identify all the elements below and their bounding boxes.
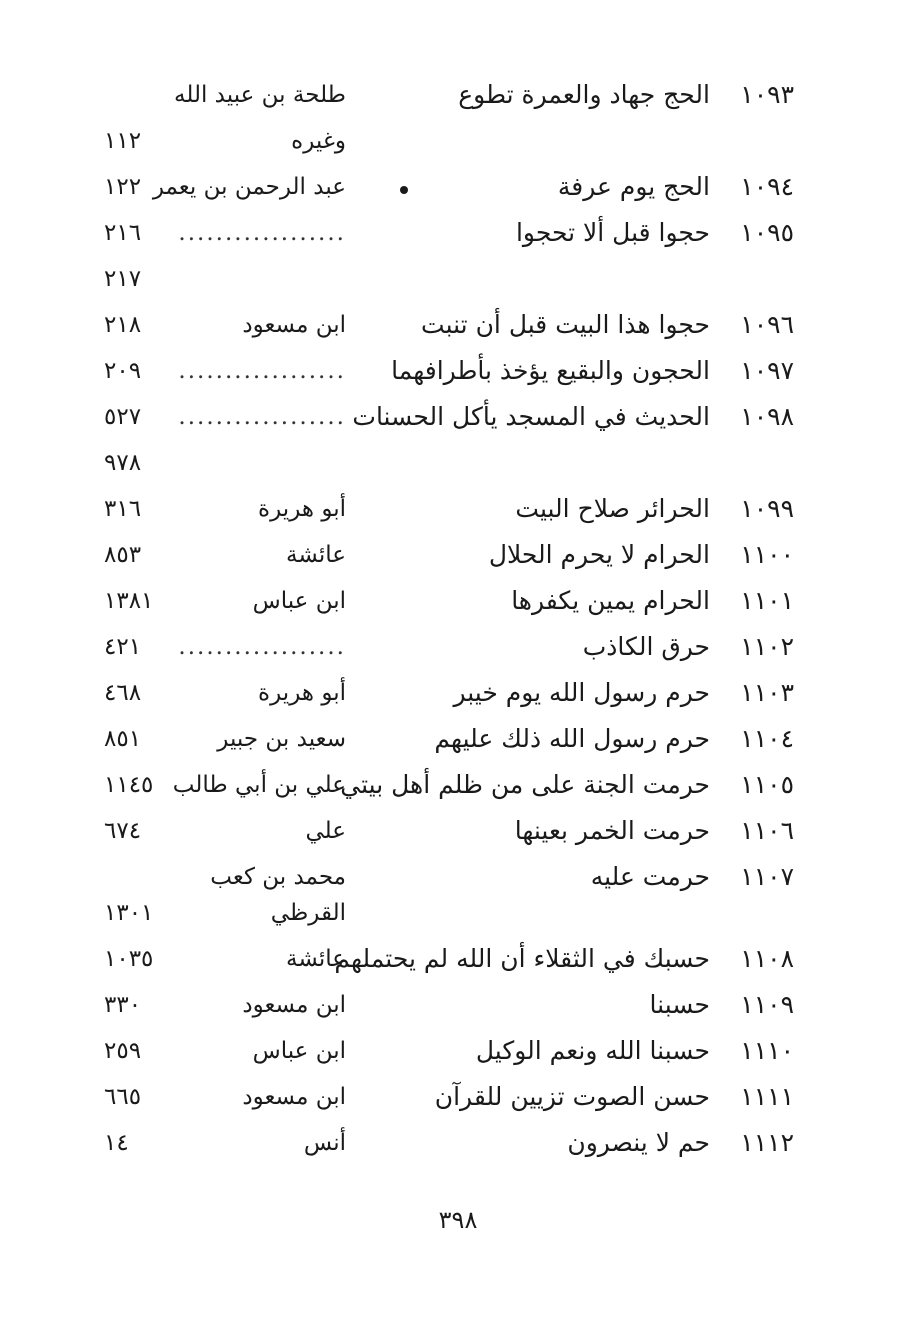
bullet-mark — [400, 186, 408, 194]
entry-number: ١١٠٤ — [740, 724, 794, 753]
entry-number: ١١١١ — [740, 1082, 794, 1111]
entry-narrator-dots: .................. — [178, 358, 346, 384]
entry-narrator: ابن مسعود — [242, 312, 346, 338]
entry-page: ٢١٧ — [104, 266, 142, 292]
entry-row — [0, 394, 916, 440]
entry-number: ١٠٩٦ — [740, 310, 794, 339]
entry-row — [0, 72, 916, 118]
entry-page: ٨٥٣ — [104, 542, 142, 568]
entry-narrator: أبو هريرة — [258, 680, 346, 706]
entry-title: حرم رسول الله يوم خيبر — [453, 678, 710, 707]
entry-title: حرم رسول الله ذلك عليهم — [434, 724, 710, 753]
entry-number: ١٠٩٣ — [740, 80, 794, 109]
entry-narrator: القرظي — [270, 900, 346, 926]
entry-number: ١١٠٢ — [740, 632, 794, 661]
entry-row — [0, 302, 916, 348]
entry-row — [0, 890, 916, 936]
entry-row — [0, 624, 916, 670]
entry-number: ١٠٩٧ — [740, 356, 794, 385]
entry-row — [0, 348, 916, 394]
entry-number: ١١٠٧ — [740, 862, 794, 891]
entry-row — [0, 164, 916, 210]
entry-page: ١٣٨١ — [104, 588, 154, 614]
entry-narrator-dots: .................. — [178, 220, 346, 246]
entry-page: ٨٥١ — [104, 726, 142, 752]
entry-page: ٢٠٩ — [104, 358, 142, 384]
entry-narrator: ابن عباس — [252, 588, 346, 614]
entry-narrator: ابن مسعود — [242, 992, 346, 1018]
entry-page: ١٤ — [104, 1130, 129, 1156]
entry-narrator: أبو هريرة — [258, 496, 346, 522]
entry-title: الحديث في المسجد يأكل الحسنات — [352, 402, 710, 431]
entry-number: ١١٠٣ — [740, 678, 794, 707]
entry-number: ١١١٠ — [740, 1036, 794, 1065]
entry-row — [0, 486, 916, 532]
entry-title: الحجون والبقيع يؤخذ بأطرافهما — [391, 356, 710, 385]
entry-page: ١١٤٥ — [104, 772, 154, 798]
entry-title: حرمت عليه — [590, 862, 710, 891]
entry-number: ١١٠١ — [740, 586, 794, 615]
entry-page: ٣٣٠ — [104, 992, 142, 1018]
entry-title: الحج جهاد والعمرة تطوع — [458, 80, 710, 109]
entry-title: حرق الكاذب — [582, 632, 710, 661]
entry-number: ١٠٩٨ — [740, 402, 794, 431]
entry-title: حرمت الجنة على من ظلم أهل بيتي — [340, 770, 710, 799]
entry-page: ٢٥٩ — [104, 1038, 142, 1064]
entry-title: الحج يوم عرفة — [557, 172, 710, 201]
entry-narrator: طلحة بن عبيد الله — [174, 82, 346, 108]
entry-page: ٤٦٨ — [104, 680, 142, 706]
entry-narrator: ابن عباس — [252, 1038, 346, 1064]
entry-narrator-dots: .................. — [178, 404, 346, 430]
entry-row — [0, 936, 916, 982]
entry-narrator: عائشة — [286, 542, 346, 568]
entry-number: ١١٠٩ — [740, 990, 794, 1019]
entry-page: ١٠٣٥ — [104, 946, 154, 972]
entry-number: ١٠٩٩ — [740, 494, 794, 523]
entry-narrator: عائشة — [286, 946, 346, 972]
entry-narrator: سعيد بن جبير — [217, 726, 346, 752]
entry-page: ٢١٨ — [104, 312, 142, 338]
entry-narrator: أنس — [303, 1130, 346, 1156]
entry-narrator-dots: .................. — [178, 634, 346, 660]
entry-row — [0, 440, 916, 486]
entry-narrator: محمد بن كعب — [210, 864, 346, 890]
entry-page: ٥٢٧ — [104, 404, 142, 430]
entry-number: ١٠٩٥ — [740, 218, 794, 247]
entry-title: حرمت الخمر بعينها — [514, 816, 710, 845]
entry-row — [0, 1120, 916, 1166]
entry-title: حم لا ينصرون — [567, 1128, 710, 1157]
entry-page: ٣١٦ — [104, 496, 142, 522]
entry-narrator: وغيره — [291, 128, 346, 154]
entry-row — [0, 762, 916, 808]
entry-row — [0, 210, 916, 256]
entry-number: ١١٠٥ — [740, 770, 794, 799]
entry-page: ٤٢١ — [104, 634, 142, 660]
entry-number: ١١٠٨ — [740, 944, 794, 973]
entry-row — [0, 716, 916, 762]
entry-narrator: علي — [305, 818, 346, 844]
entry-row — [0, 982, 916, 1028]
entry-row — [0, 532, 916, 578]
entry-row — [0, 578, 916, 624]
entry-number: ١٠٩٤ — [740, 172, 794, 201]
entry-title: حسبك في الثقلاء أن الله لم يحتملهم — [334, 944, 710, 973]
entry-page: ١١٢ — [104, 128, 142, 154]
entry-number: ١١٠٠ — [740, 540, 794, 569]
entry-page: ٦٧٤ — [104, 818, 142, 844]
entry-narrator: علي بن أبي طالب — [172, 772, 346, 798]
entry-row — [0, 670, 916, 716]
entry-number: ١١٠٦ — [740, 816, 794, 845]
entry-row — [0, 1074, 916, 1120]
entry-title: الحرام يمين يكفرها — [511, 586, 710, 615]
entry-title: حسبنا الله ونعم الوكيل — [475, 1036, 710, 1065]
entry-page: ٢١٦ — [104, 220, 142, 246]
entry-row — [0, 256, 916, 302]
entry-title: الحرام لا يحرم الحلال — [488, 540, 710, 569]
entry-page: ١٣٠١ — [104, 900, 154, 926]
entry-narrator: عبد الرحمن بن يعمر — [152, 174, 346, 200]
entry-row — [0, 118, 916, 164]
page-number: ٣٩٨ — [438, 1206, 478, 1234]
entry-row — [0, 1028, 916, 1074]
entry-title: الحرائر صلاح البيت — [515, 494, 710, 523]
entry-row — [0, 808, 916, 854]
entry-title: حجوا قبل ألا تحجوا — [515, 218, 710, 247]
entry-title: حجوا هذا البيت قبل أن تنبت — [421, 310, 710, 339]
entry-number: ١١١٢ — [740, 1128, 794, 1157]
entry-narrator: ابن مسعود — [242, 1084, 346, 1110]
entry-page: ١٢٢ — [104, 174, 142, 200]
entry-title: حسن الصوت تزيين للقرآن — [434, 1082, 710, 1111]
entry-page: ٦٦٥ — [104, 1084, 142, 1110]
entry-page: ٩٧٨ — [104, 450, 142, 476]
entry-title: حسبنا — [649, 990, 710, 1019]
